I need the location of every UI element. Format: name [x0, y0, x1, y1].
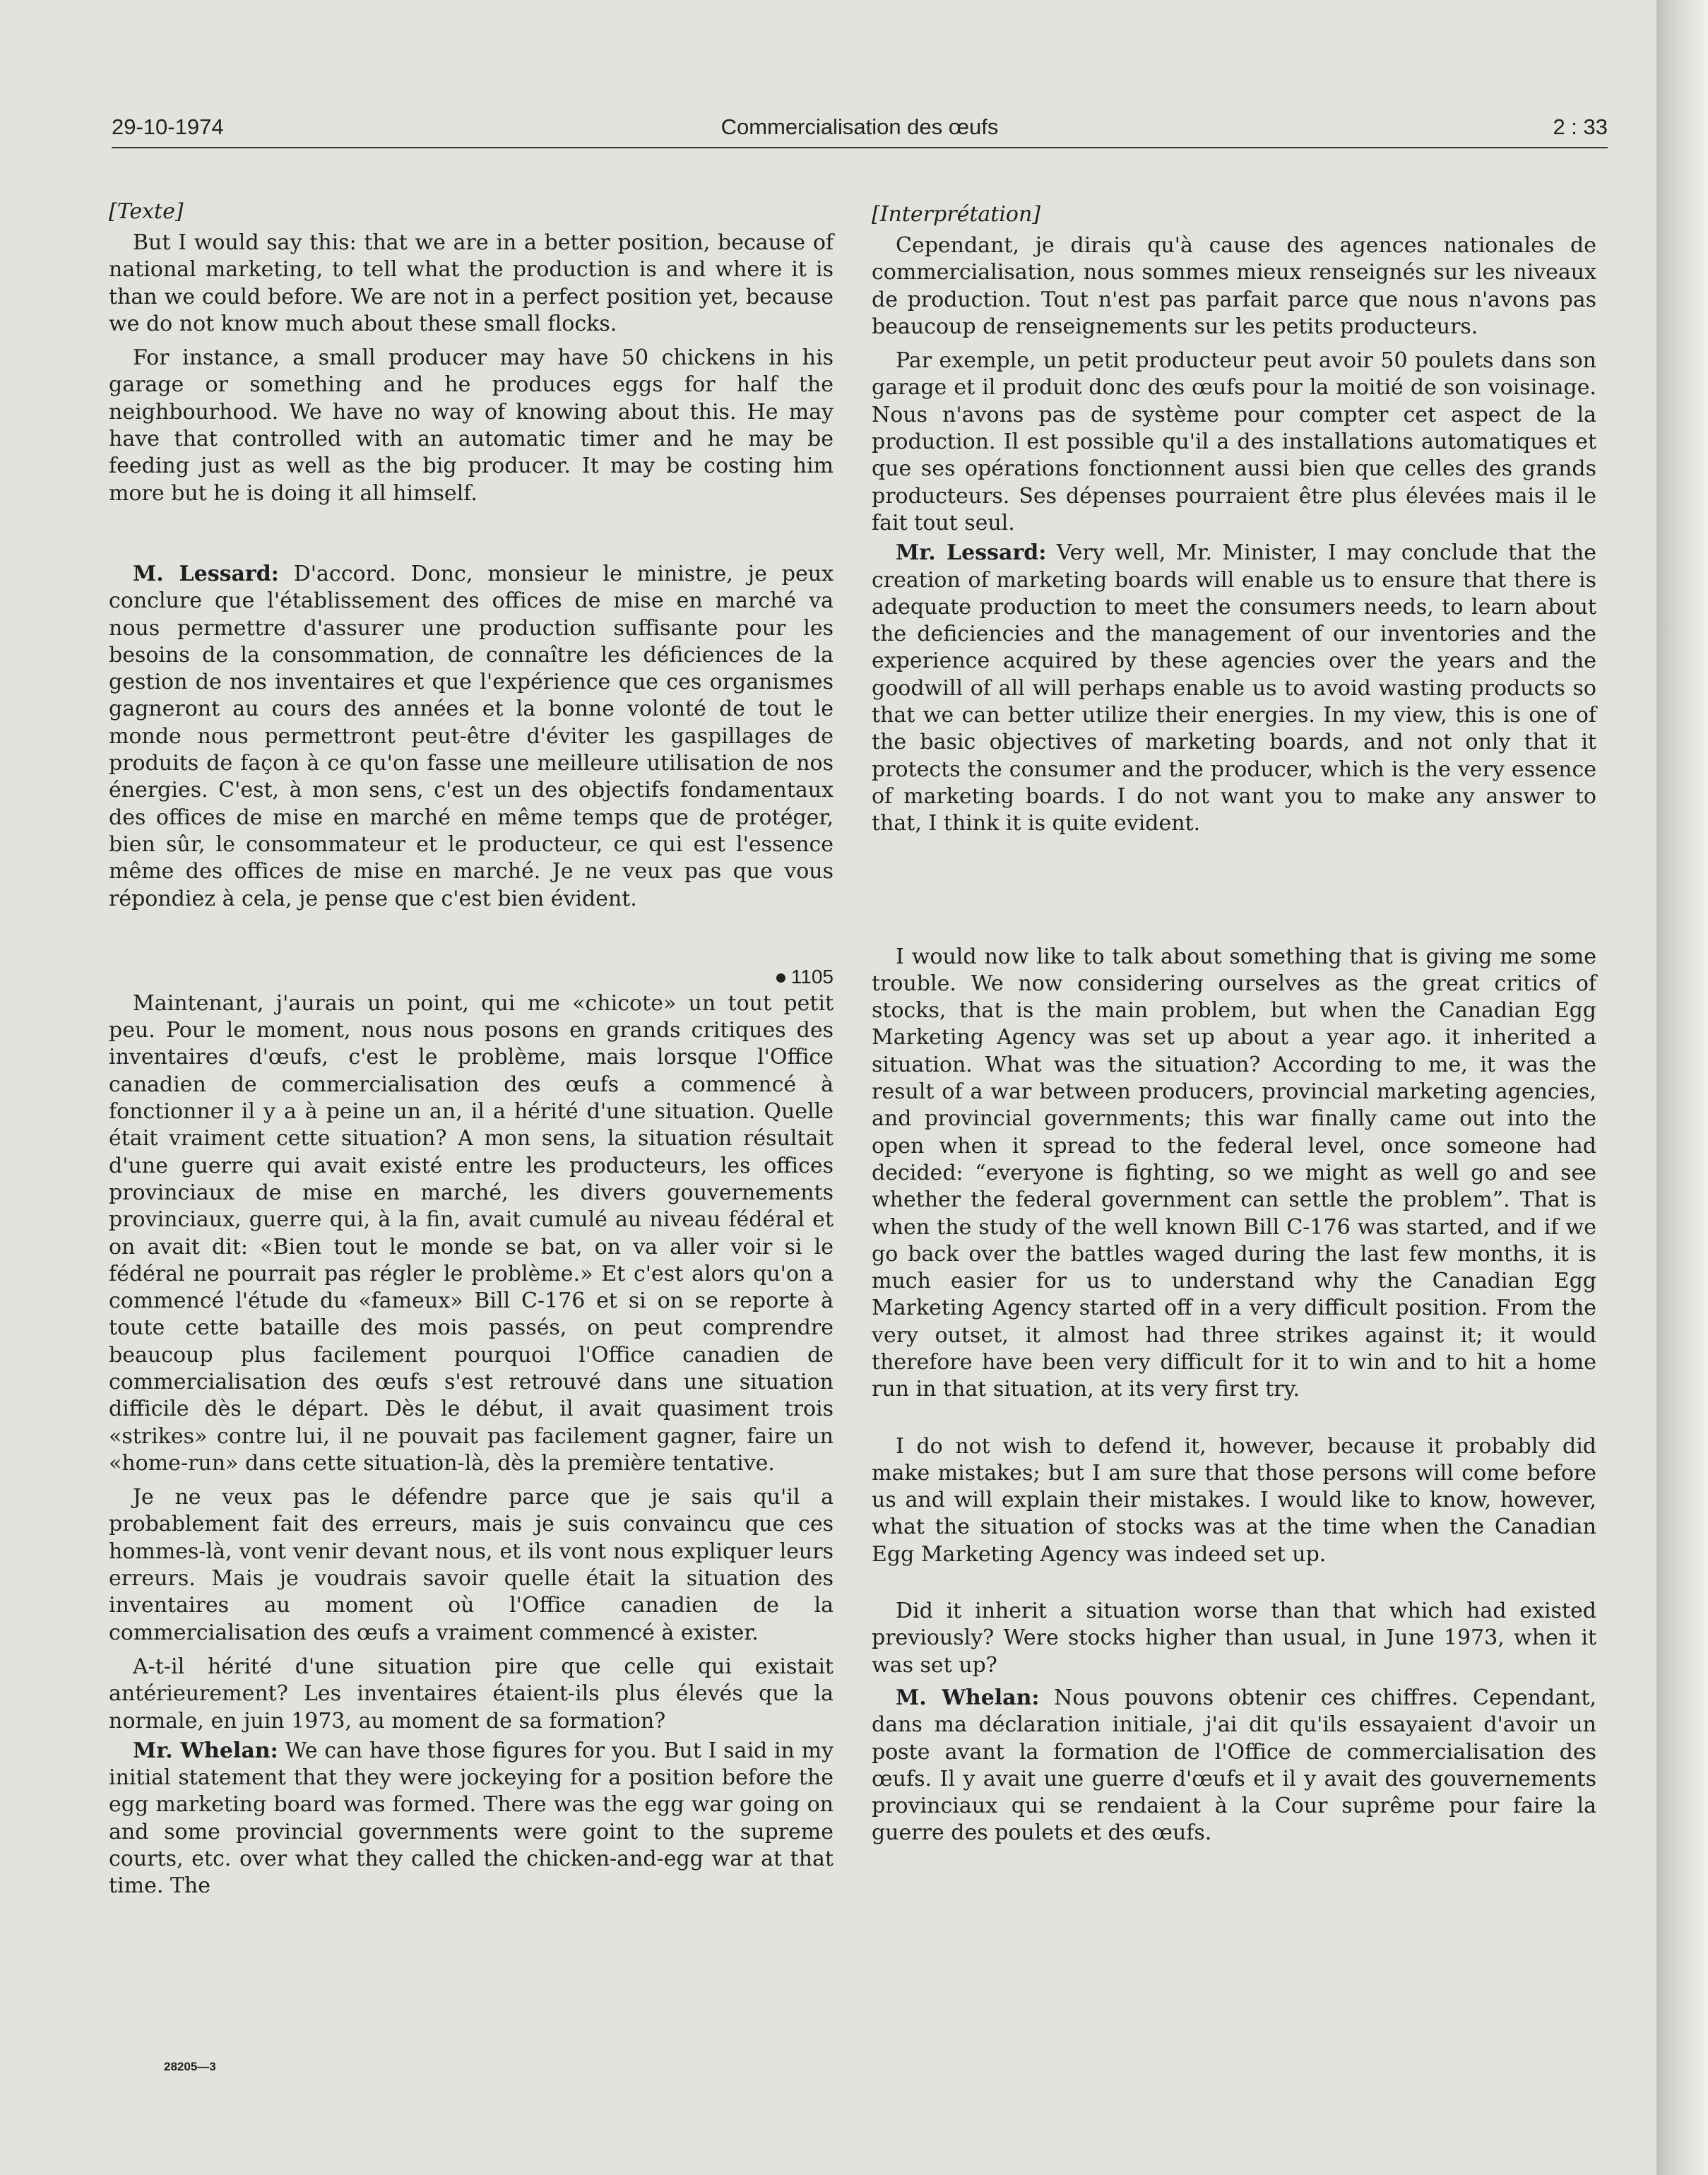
- right-section-label: [Interprétation]: [872, 202, 1041, 227]
- speaker-name: Mr. Lessard:: [896, 540, 1047, 566]
- left-paragraph-7-text: We can have those figures for you. But I said in my initial statement that they were jockeying for a position before the egg marketing board was formed. There was the egg war going on and some provincial governments were goint to the supreme courts, etc. over what they called the chicken-and-egg war at that time. The: [109, 1738, 834, 1899]
- header-date: 29-10-1974: [112, 114, 224, 139]
- speaker-name: M. Lessard:: [133, 561, 279, 586]
- right-paragraph-5: I do not wish to defend it, however, because it probably did make mistakes; but I am sure that those persons will come before us and will explain their mistakes. I would like to know, however, what the situation of stocks was at the time when the Canadian Egg Marketing Agency was indeed set up.: [872, 1433, 1596, 1567]
- time-marker: [109, 964, 834, 990]
- left-paragraph-5: Je ne veux pas le défendre parce que je sais qu'il a probablement fait des erreurs, mais je suis convaincu que ces hommes-là, vont venir devant nous, et ils vont nous expliquer leurs erreurs. Mais je voudrais savoir quelle était la situation des inventaires au moment où l'Office canadien de la commercialisation des œufs a vraiment commencé à exister.: [109, 1485, 834, 1645]
- left-column: [109, 198, 834, 1900]
- time-marker-value: 1105: [790, 965, 834, 988]
- header-page-number: 2 : 33: [1553, 114, 1608, 139]
- left-section-label: [Texte]: [109, 199, 184, 224]
- right-column: [872, 201, 1596, 1847]
- right-paragraph-3: [872, 540, 1596, 837]
- right-paragraph-1: Cependant, je dirais qu'à cause des agences nationales de commercialisation, nous sommes mieux renseignés sur les niveaux de production. Tout n'est pas parfait parce que nous n'avons pas beaucoup de renseignements sur les petits producteurs.: [872, 233, 1596, 339]
- right-paragraph-7: [872, 1685, 1596, 1847]
- page-header: [112, 114, 1608, 148]
- header-title: Commercialisation des œufs: [720, 114, 999, 139]
- print-code: 28205—3: [164, 2060, 216, 2073]
- header-rule: [112, 147, 1608, 148]
- speaker-name: M. Whelan:: [896, 1685, 1040, 1710]
- left-paragraph-6: A-t-il hérité d'une situation pire que celle qui existait antérieurement? Les inventaires étaient-ils plus élevés que la normale, en juin 1973, au moment de sa formation?: [109, 1654, 834, 1734]
- right-paragraph-2: Par exemple, un petit producteur peut avoir 50 poulets dans son garage et il produit donc des œufs pour la moitié de son voisinage. Nous n'avons pas de système pour compter cet aspect de la production. Il est possible qu'il a des installations automatiques et que ses opérations fonctionnent aussi bien que celles des grands producteurs. Ses dépenses pourraient être plus élevées mais il le fait tout seul.: [872, 348, 1596, 535]
- right-paragraph-4: I would now like to talk about something that is giving me some trouble. We now considering ourselves as the great critics of stocks, that is the main problem, but when the Canadian Egg Marketing Agency was set up about a year ago. it inherited a situation. What was the situation? According to me, it was the result of a war between producers, provincial marketing agencies, and provincial governments; this war finally came out into the open when it spread to the federal level, once someone had decided: “everyone is fighting, so we might as well go and see whether the federal government can settle the problem”. That is when the study of the well known Bill C-176 was started, and if we go back over the battles waged during the last few months, it is much easier for us to understand why the Canadian Egg Marketing Agency started off in a very difficult position. From the very outset, it almost had three strikes against it; it would therefore have been very difficult for it to win and to hit a home run in that situation, at its very first try.: [872, 944, 1596, 1402]
- right-paragraph-7-text: Nous pouvons obtenir ces chiffres. Cependant, dans ma déclaration initiale, j'ai dit qu'ils essayaient d'avoir un poste avant la formation de l'Office de commercialisation des œufs. Il y avait une guerre d'œufs et il y avait des gouvernements provinciaux qui se rendaient à la Cour suprême pour faire la guerre des poulets et des œufs.: [872, 1685, 1596, 1846]
- left-paragraph-7: [109, 1738, 834, 1900]
- bullet-icon: [776, 973, 785, 983]
- left-paragraph-4: Maintenant, j'aurais un point, qui me «chicote» un tout petit peu. Pour le moment, nous nous posons en grands critiques des inventaires d'œufs, c'est le problème, mais lorsque l'Office canadien de commercialisation des œufs a commencé à fonctionner il y a à peine un an, il a hérité d'une situation. Quelle était vraiment cette situation? A mon sens, la situation résultait d'une guerre qui avait existé entre les producteurs, les offices provinciaux de mise en marché, les divers gouvernements provinciaux, guerre qui, à la fin, avait cumulé au niveau fédéral et on avait dit: «Bien tout le monde se bat, on va aller voir si le fédéral ne pourrait pas régler le problème.» Et c'est alors qu'on a commencé l'étude du «fameux» Bill C-176 et si on se reporte à toute cette bataille des mois passés, on peut comprendre beaucoup plus facilement pourquoi l'Office canadien de commercialisation des œufs s'est retrouvé dans une situation difficile dès le départ. Dès le début, il avait quasiment trois «strikes» contre lui, il ne pouvait pas facilement gagner, faire un «home-run» dans cette situation-là, dès la première tentative.: [109, 990, 834, 1476]
- right-paragraph-6: Did it inherit a situation worse than that which had existed previously? Were stocks higher than usual, in June 1973, when it was set up?: [872, 1599, 1596, 1678]
- page-edge: [1656, 0, 1708, 2175]
- left-paragraph-1: But I would say this: that we are in a better position, because of national marketing, to tell what the production is and where it is than we could before. We are not in a perfect position yet, because we do not know much about these small flocks.: [109, 230, 834, 336]
- left-paragraph-3: [109, 561, 834, 913]
- right-paragraph-3-text: Very well, Mr. Minister, I may conclude that the creation of marketing boards will enable us to ensure that there is adequate production to meet the consumers needs, to learn about the deficiencies and the management of our inventories and the experience acquired by these agencies over the years and the goodwill of all will perhaps enable us to avoid wasting products so that we can better utilize their energies. In my view, this is one of the basic objectives of marketing boards, and not only that it protects the consumer and the producer, which is the very essence of marketing boards. I do not want you to make any answer to that, I think it is quite evident.: [872, 540, 1596, 836]
- left-paragraph-2: For instance, a small producer may have 50 chickens in his garage or something and he produces eggs for half the neighbourhood. We have no way of knowing about this. He may have that controlled with an automatic timer and he may be feeding just as well as the big producer. It may be costing him more but he is doing it all himself.: [109, 345, 834, 506]
- left-paragraph-3-text: D'accord. Donc, monsieur le ministre, je peux conclure que l'établissement des offices de mise en marché va nous permettre d'assurer une production suffisante pour les besoins de la consommation, de connaître les déficiences de la gestion de nos inventaires et que l'expérience que ces organismes gagneront au cours des années et la bonne volonté de tout le monde nous permettront peut-être d'éviter les gaspillages de produits de façon à ce qu'on fasse une meilleure utilisation de nos énergies. C'est, à mon sens, c'est un des objectifs fondamentaux des offices de mise en marché en même temps que de protéger, bien sûr, le consommateur et le producteur, ce qui est l'essence même des offices de mise en marché. Je ne veux pas que vous répondiez à cela, je pense que c'est bien évident.: [109, 561, 834, 911]
- speaker-name: Mr. Whelan:: [133, 1738, 278, 1763]
